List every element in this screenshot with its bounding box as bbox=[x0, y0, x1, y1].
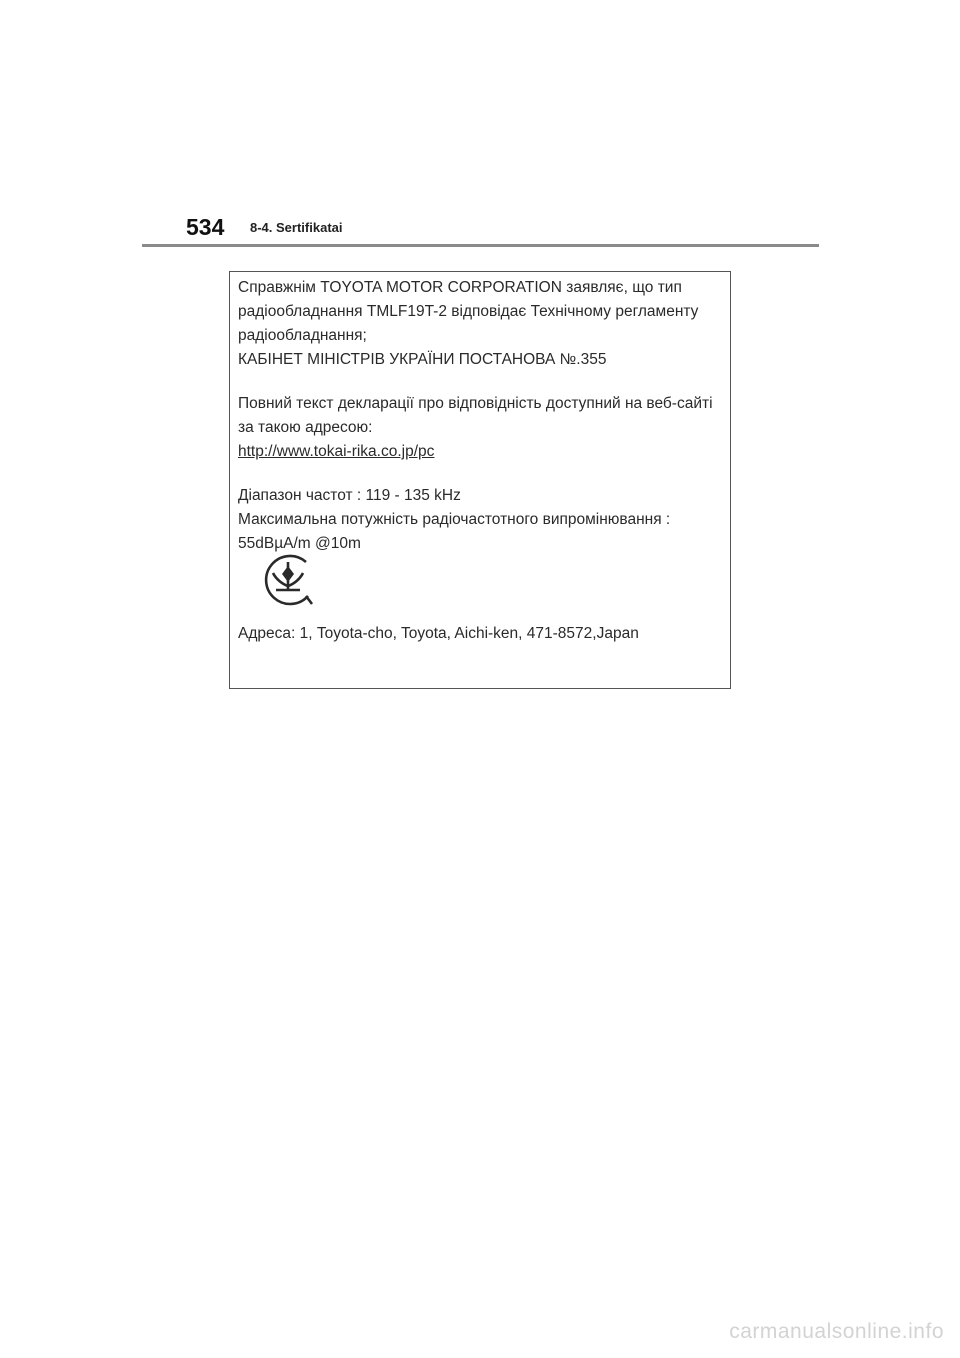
certificate-text bbox=[238, 276, 728, 556]
header-divider bbox=[142, 244, 819, 247]
max-power-label: Максимальна потужність радіочастотного випромінювання : bbox=[238, 511, 671, 528]
full-text-line-1: Повний текст декларації про відповідність доступний на веб-сайті bbox=[238, 395, 713, 412]
page-number: 534 bbox=[186, 214, 225, 240]
certificate-box bbox=[229, 271, 731, 689]
section-title: 8-4. Sertifikatai bbox=[250, 220, 343, 235]
declaration-line-2: радіообладнання TMLF19T-2 відповідає Технічному регламенту bbox=[238, 303, 699, 320]
full-text-line-2: за такою адресою: bbox=[238, 419, 373, 436]
page-header bbox=[0, 0, 960, 250]
frequency-range: Діапазон частот : 119 - 135 kHz bbox=[238, 487, 461, 504]
declaration-line-1: Справжнім TOYOTA MOTOR CORPORATION заявляє, що тип bbox=[238, 279, 682, 296]
declaration-line-3: радіообладнання; bbox=[238, 327, 367, 344]
declaration-line-4: КАБІНЕТ МІНІСТРІВ УКРАЇНИ ПОСТАНОВА №.355 bbox=[238, 351, 607, 368]
declaration-url-link[interactable]: http://www.tokai-rika.co.jp/pc bbox=[238, 443, 435, 460]
manufacturer-address: Адреса: 1, Toyota-cho, Toyota, Aichi-ken, 471-8572,Japan bbox=[238, 625, 639, 642]
watermark-text: carmanualsonline.info bbox=[729, 1320, 944, 1343]
ukraine-conformity-mark-icon bbox=[260, 550, 316, 608]
max-power-value: 55dBµA/m @10m bbox=[238, 535, 361, 552]
